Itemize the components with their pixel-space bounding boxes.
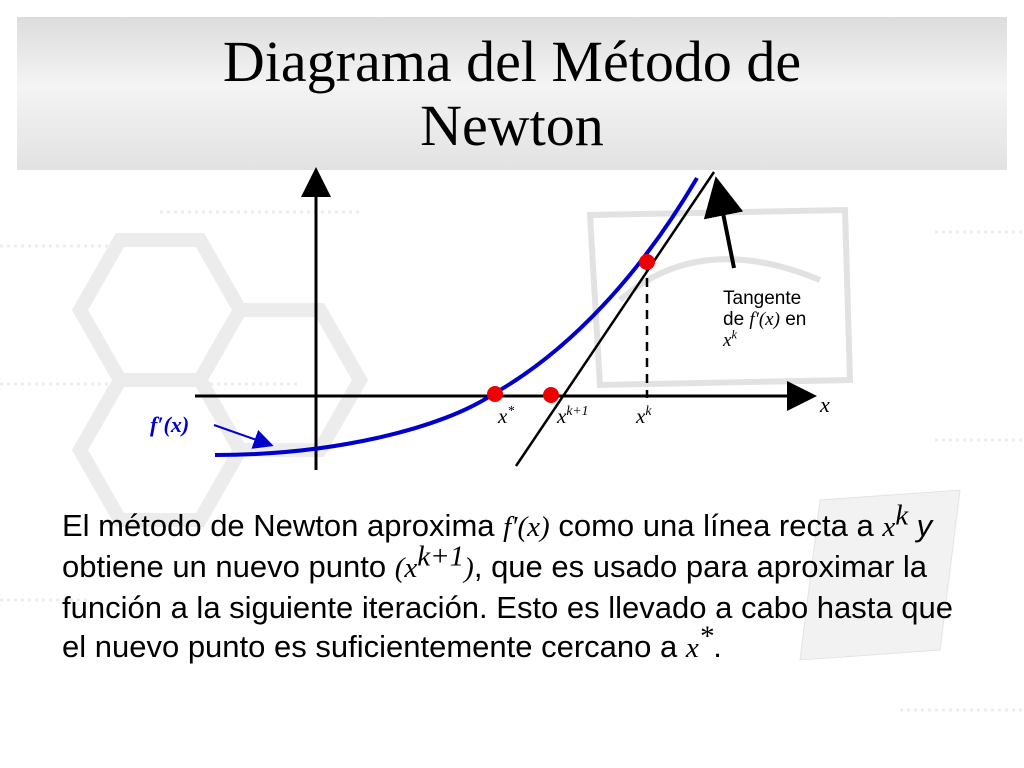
next-iterate-point — [543, 387, 559, 403]
slide-title: Diagrama del Método de Newton — [222, 28, 802, 158]
function-label: f′(x) — [150, 412, 190, 437]
tangency-point — [639, 254, 655, 270]
tangent-line — [516, 172, 714, 466]
xk1-tick-label: $x^{k+1}$ — [557, 403, 589, 428]
root-point — [487, 386, 503, 402]
function-pointer-arrow — [214, 425, 268, 444]
tangent-pointer-arrow — [718, 188, 734, 268]
xstar-tick-label: x* — [498, 403, 515, 428]
explanation-paragraph: El método de Newton aproxima f′(x) como una línea recta a $x^k$ y obtiene un nuevo punto $(x^{k+1})$, que es usado para aproximar la función a la siguiente iteración. Esto es llevado a cabo hasta que el nuevo punto es suficientemente cercano a x*. — [62, 499, 953, 664]
x-axis-label: x — [820, 392, 830, 417]
tangent-label: Tangente de f′(x) en $x^k$ — [723, 288, 807, 351]
xk-tick-label: $x^k$ — [636, 403, 652, 428]
function-curve — [215, 178, 697, 455]
